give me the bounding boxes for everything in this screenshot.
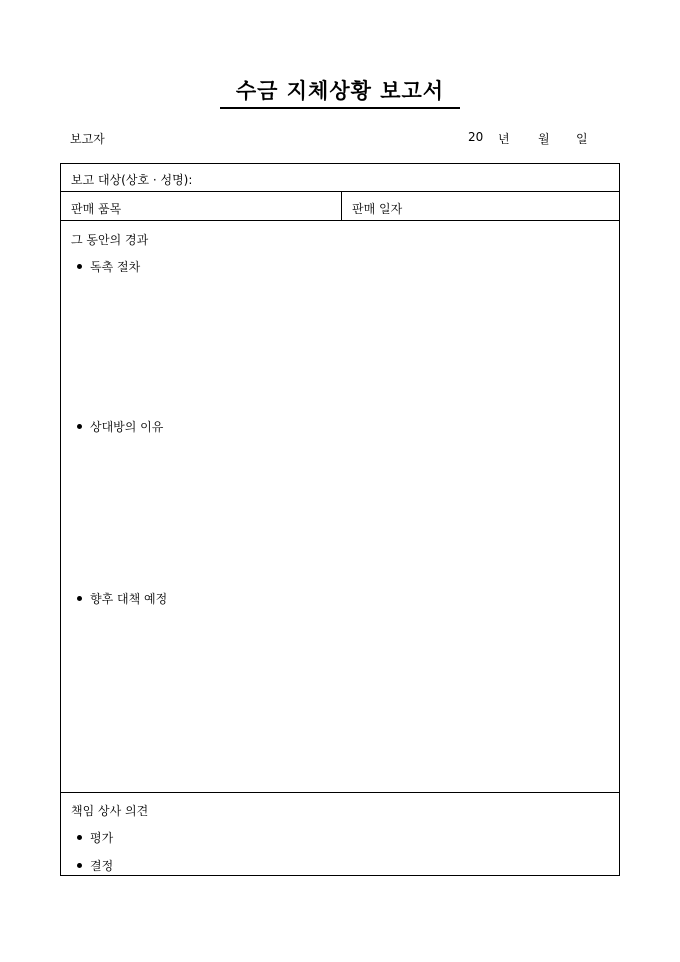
progress-bullet-plan xyxy=(77,590,167,607)
progress-section xyxy=(61,221,619,793)
sale-item-label: 판매 품목 xyxy=(71,202,122,216)
bullet-dot xyxy=(77,424,82,429)
date-month-label: 월 xyxy=(538,132,550,146)
reporter-label: 보고자 xyxy=(70,132,105,146)
progress-heading: 그 동안의 경과 xyxy=(71,233,149,247)
bullet-dot xyxy=(77,264,82,269)
supervisor-section xyxy=(61,793,619,875)
title-block xyxy=(220,76,460,109)
bullet-text: 결정 xyxy=(90,859,114,873)
sale-info-row xyxy=(61,192,619,221)
bullet-dot xyxy=(77,835,82,840)
title-underline xyxy=(220,107,460,109)
bullet-text: 향후 대책 예정 xyxy=(90,592,168,606)
bullet-text: 상대방의 이유 xyxy=(90,420,164,434)
bullet-dot xyxy=(77,596,82,601)
supervisor-heading: 책임 상사 의견 xyxy=(71,804,149,818)
report-target-row xyxy=(61,164,619,192)
date-day-label: 일 xyxy=(576,132,588,146)
sale-date-label: 판매 일자 xyxy=(352,202,403,216)
date-year-label: 년 xyxy=(498,132,510,146)
report-table xyxy=(60,163,620,876)
page-title: 수금 지체상황 보고서 xyxy=(235,78,445,103)
column-divider xyxy=(341,192,342,220)
bullet-text: 평가 xyxy=(90,831,114,845)
bullet-dot xyxy=(77,863,82,868)
report-target-label: 보고 대상(상호 · 성명): xyxy=(71,173,193,187)
progress-bullet-reminder xyxy=(77,258,140,275)
date-year-prefix: 20 xyxy=(468,130,484,144)
progress-bullet-reason xyxy=(77,418,163,435)
bullet-text: 독촉 절차 xyxy=(90,260,141,274)
supervisor-bullet-decision xyxy=(77,857,113,874)
supervisor-bullet-evaluation xyxy=(77,829,113,846)
